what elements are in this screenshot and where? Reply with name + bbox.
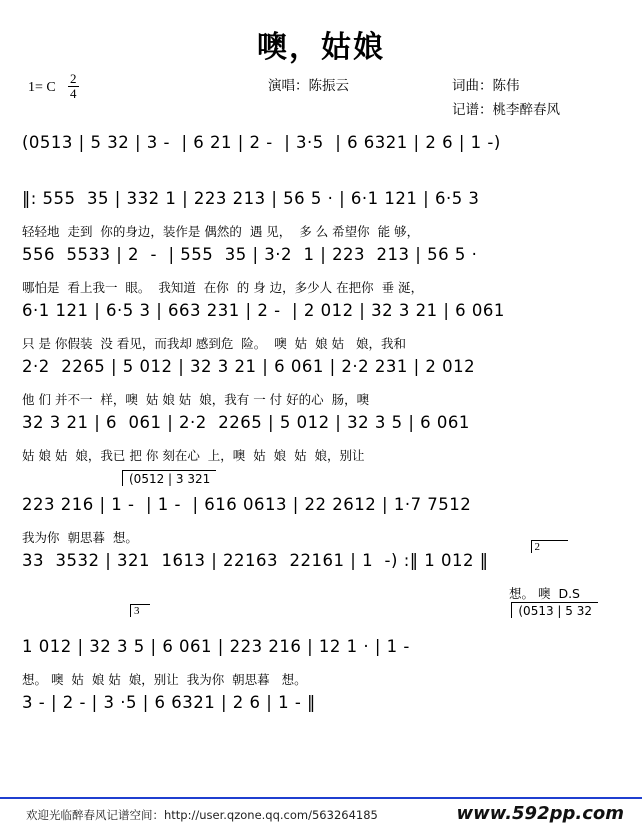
- score-line-4: [22, 358, 620, 414]
- first-ending-bracket: (0512 | 3 321: [122, 470, 216, 486]
- note-row: (0513 | 5 32 | 3 - | 6 21 | 2 - | 3·5 | 6 6321 | 2 6 | 1 -): [22, 133, 501, 152]
- pickup-bracket: (0513 | 5 32: [511, 602, 598, 618]
- lyric-row: 想。 噢 D.S: [509, 586, 580, 601]
- note-row: 2·2 2265 | 5 012 | 32 3 21 | 6 061 | 2·2 231 | 2 012: [22, 357, 476, 376]
- key-signature: 1= C: [28, 80, 56, 95]
- score-line-8: [22, 638, 620, 694]
- score-line-3: [22, 302, 620, 358]
- note-row: 33 3532 | 321 1613 | 22163 22161 | 1 -) :‖ 1 012 ‖: [22, 551, 489, 570]
- lyric-row: 想。 噢 姑 娘 姑 娘，别让 我为你 朝思暮 想。: [22, 672, 307, 687]
- lyric-row: 只 是 你假装 没 看见，而我却 感到危 险。 噢 姑 娘 姑 娘，我和: [22, 336, 407, 351]
- third-ending-mark: 3: [130, 604, 150, 617]
- metadata-row: [0, 72, 642, 117]
- lyric-row: 我为你 朝思暮 想。: [22, 530, 138, 545]
- note-row: 3 - | 2 - | 3 ·5 | 6 6321 | 2 6 | 1 - ‖: [22, 693, 316, 712]
- score-line-9: [22, 694, 620, 750]
- lyric-row: [22, 166, 620, 184]
- score-line-intro: [22, 134, 620, 190]
- lyric-row: 轻轻地 走到 你的身边，装作是 偶然的 遇 见， 多 么 希望你 能 够，: [22, 224, 420, 239]
- page-title: 噢，姑娘: [257, 30, 385, 65]
- singer-label: 演唱：陈振云: [268, 78, 349, 93]
- score-line-6-bracket: [22, 470, 620, 496]
- note-row: 32 3 21 | 6 061 | 2·2 2265 | 5 012 | 32 3 5 | 6 061: [22, 413, 470, 432]
- footer-brand[interactable]: www.592pp.com: [456, 803, 624, 824]
- score-line-1: [22, 190, 620, 246]
- time-signature: [68, 72, 79, 100]
- note-row: 6·1 121 | 6·5 3 | 663 231 | 2 - | 2 012 | 32 3 21 | 6 061: [22, 301, 505, 320]
- note-row: 556 5533 | 2 - | 555 35 | 3·2 1 | 223 213 | 56 5 ·: [22, 245, 478, 264]
- lyric-row: 他 们 并不一 样，噢 姑 娘 姑 娘，我有 一 付 好的心 肠，噢: [22, 392, 370, 407]
- second-ending-bracket: 2: [531, 540, 569, 553]
- note-row: 1 012 | 32 3 5 | 6 061 | 223 216 | 12 1 · | 1 -: [22, 637, 410, 656]
- note-row: 223 216 | 1 - | 1 - | 616 0613 | 22 2612 | 1·7 7512: [22, 495, 472, 514]
- score-line-2: [22, 246, 620, 302]
- arranger-label: 记谱：桃李醉春风: [452, 102, 560, 117]
- score-line-5: [22, 414, 620, 470]
- note-row: ‖: 555 35 | 332 1 | 223 213 | 56 5 · | 6·1 121 | 6·5 3: [22, 189, 480, 208]
- lyric-row: 哪怕是 看上我一 眼。 我知道 在你 的 身 边，多少人 在把你 垂 涎，: [22, 280, 424, 295]
- score-line-8-bracket: [22, 604, 620, 638]
- sheet-music-page: [0, 22, 642, 831]
- time-signature-denominator: 4: [70, 85, 77, 101]
- score-line-7: [22, 541, 620, 608]
- lyric-row: 姑 娘 姑 娘，我已 把 你 刻在心 上，噢 姑 娘 姑 娘，别让: [22, 448, 365, 463]
- time-signature-numerator: 2: [70, 71, 77, 86]
- lyric-row: [22, 726, 620, 744]
- page-footer: [0, 797, 642, 831]
- composer-label: 词曲：陈伟: [452, 78, 520, 93]
- footer-note: 欢迎光临醉春风记谱空间：http://user.qzone.qq.com/563264185: [26, 808, 378, 822]
